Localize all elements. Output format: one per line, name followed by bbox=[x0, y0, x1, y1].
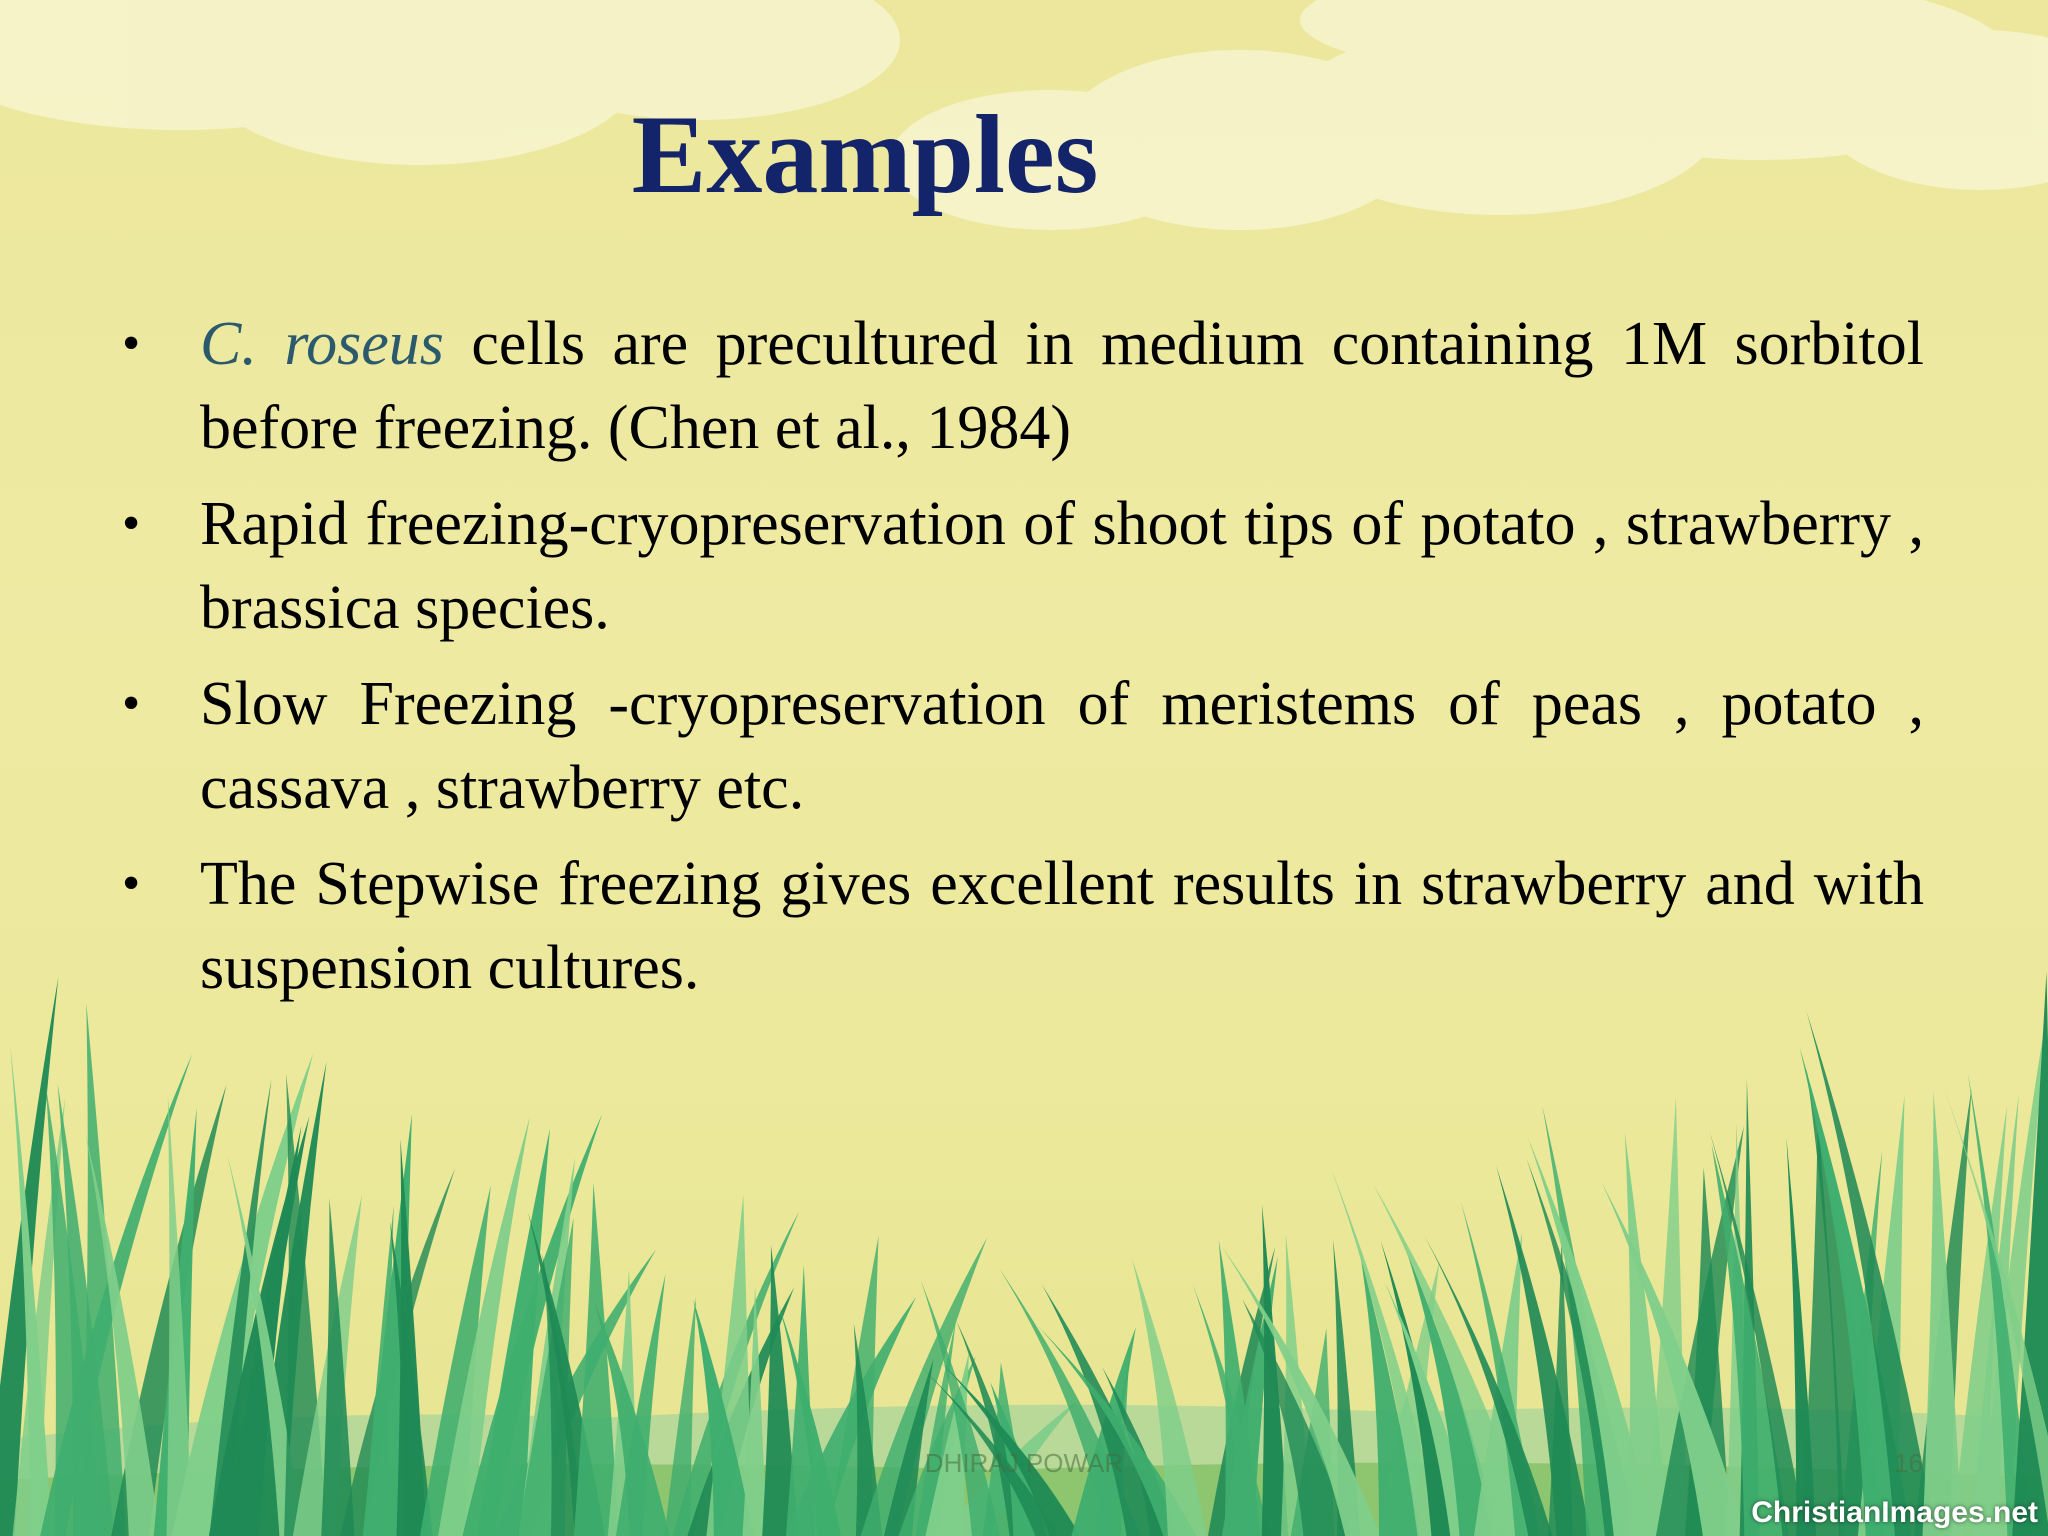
bullet-dot: • bbox=[122, 675, 141, 732]
bullet-list bbox=[120, 302, 1924, 1022]
species-name: C. roseus bbox=[200, 310, 444, 378]
bullet-item bbox=[120, 482, 1924, 650]
bullet-item bbox=[120, 842, 1924, 1010]
bullet-text: Slow Freezing -cryopreservation of meristems of peas , potato , cassava , strawberry etc. bbox=[200, 670, 1924, 822]
bullet-item bbox=[120, 662, 1924, 830]
bullet-dot: • bbox=[122, 855, 141, 912]
slide-number: 16 bbox=[1894, 1448, 1923, 1478]
bullet-text: Rapid freezing-cryopreservation of shoot tips of potato , strawberry , brassica species. bbox=[200, 490, 1924, 642]
watermark: ChristianImages.net bbox=[1751, 1496, 2038, 1529]
footer-author: DHIRAJ POWAR bbox=[924, 1448, 1124, 1478]
bullet-item bbox=[120, 302, 1924, 470]
bullet-text: cells are precultured in medium containing 1M sorbitol before freezing. (Chen et al., 1984) bbox=[200, 310, 1924, 462]
bullet-dot: • bbox=[122, 495, 141, 552]
slide-title: Examples bbox=[631, 93, 1099, 217]
bullet-dot: • bbox=[122, 315, 141, 372]
bullet-text: The Stepwise freezing gives excellent results in strawberry and with suspension cultures. bbox=[200, 850, 1924, 1002]
